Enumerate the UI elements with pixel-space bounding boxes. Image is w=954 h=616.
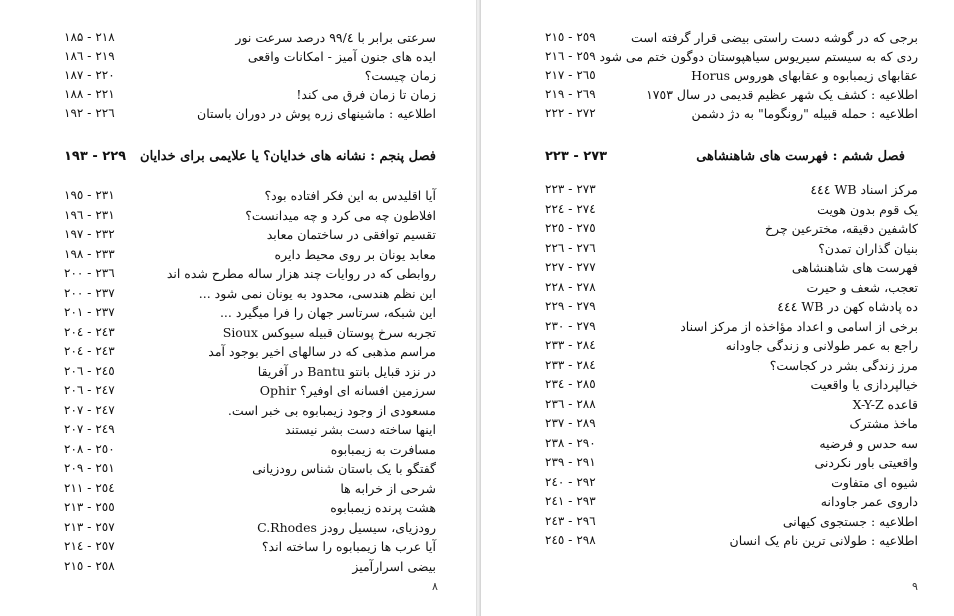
entry-pages: ۲۷۹ - ۲۲۹ bbox=[545, 299, 596, 313]
toc-entry bbox=[64, 66, 436, 85]
entry-pages: ۲۸۸ - ۲۳٦ bbox=[545, 396, 596, 411]
entry-title: مسافرت به زیمبابوه bbox=[330, 441, 436, 457]
entry-title: معابد یونان بر روی محیط دایره bbox=[274, 246, 436, 262]
entry-title: آیا اقلیدس به این فکر افتاده بود؟ bbox=[264, 188, 436, 203]
entry-pages: ۲۸٤ - ۲۳۳ bbox=[545, 338, 596, 352]
toc-entry bbox=[545, 258, 918, 277]
chapter-pages: ۲۷۳ - ۲۲۳ bbox=[545, 149, 608, 164]
toc-entry bbox=[545, 356, 918, 375]
toc-entry bbox=[64, 284, 436, 303]
toc-entry bbox=[64, 245, 436, 264]
entry-title: برجی که در گوشه دست راستی بیضی قرار گرفته است bbox=[630, 30, 918, 45]
entry-pages: ۲٥۹ - ۲۱٥ bbox=[545, 30, 596, 44]
entry-pages: ۲۹۸ - ۲٤٥ bbox=[545, 533, 596, 547]
toc-entry bbox=[545, 512, 918, 531]
entry-pages: ۲۷۷ - ۲۲۷ bbox=[545, 260, 596, 274]
toc-entry bbox=[64, 225, 436, 244]
entry-pages: ۲۱۸ - ۱۸۵ bbox=[64, 30, 115, 44]
entry-title: افلاطون چه می کرد و چه میدانست؟ bbox=[245, 207, 436, 223]
entry-pages: ۲۷٦ - ۲۲٦ bbox=[545, 240, 596, 255]
entry-title: در نزد قبایل بانتو Bantu در آفریقا bbox=[257, 363, 436, 379]
chapter-title: فصل پنجم : نشانه های خدایان؟ یا علایمی برای خدایان bbox=[140, 149, 436, 164]
entry-title: اینها ساخته دست بشر نیستند bbox=[284, 422, 436, 437]
entry-pages: ۲۷۸ - ۲۲۸ bbox=[545, 279, 596, 294]
entry-title: شیوه ای متفاوت bbox=[831, 474, 918, 490]
entry-title: روابطی که در روایات چند هزار ساله مطرح شده اند bbox=[166, 266, 436, 281]
toc-entry bbox=[545, 317, 918, 336]
toc-entry bbox=[545, 28, 918, 47]
entry-pages: ۲٥۹ - ۲۱٦ bbox=[545, 49, 596, 63]
entry-title: سه حدس و فرضیه bbox=[819, 435, 918, 451]
entry-title: هشت پرنده زیمبابوه bbox=[330, 500, 436, 515]
entry-pages: ۲۸٤ - ۲۳۳ bbox=[545, 357, 596, 372]
page-number: ۹ bbox=[912, 580, 918, 593]
entry-title: این شبکه، سرتاسر جهان را فرا میگیرد ... bbox=[219, 305, 436, 320]
entry-pages: ۲۷۲ - ۲۲۲ bbox=[545, 106, 596, 120]
toc-entry bbox=[64, 459, 436, 478]
entry-pages: ۲۲۱ - ۱۸۸ bbox=[64, 87, 115, 101]
entry-title: مرکز اسناد WB ٤٤٤ bbox=[810, 182, 918, 197]
entry-pages: ۲۳۷ - ۲۰۰ bbox=[64, 285, 115, 300]
entry-pages: ۲٥۰ - ۲۰۸ bbox=[64, 441, 115, 456]
toc-entry bbox=[545, 531, 918, 550]
entry-pages: ۲۳۲ - ۱۹۷ bbox=[64, 227, 115, 241]
entry-title: اطلاعیه : طولانی ترین نام یک انسان bbox=[729, 533, 918, 548]
entry-title: فهرست های شاهنشاهی bbox=[791, 260, 918, 275]
entry-title: ماخذ مشترک bbox=[849, 416, 918, 431]
toc-entry bbox=[64, 323, 436, 342]
entry-title: یک قوم بدون هویت bbox=[817, 201, 918, 217]
entry-title: مرز زندگی بشر در کجاست؟ bbox=[769, 357, 918, 373]
entry-pages: ۲۳۷ - ۲۰۱ bbox=[64, 305, 115, 319]
entry-title: ردی که به سیستم سیریوس سیاهپوستان دوگون ختم می شود bbox=[599, 49, 918, 64]
entry-pages: ۲۲۰ - ۱۸۷ bbox=[64, 68, 115, 82]
toc-entry bbox=[545, 180, 918, 199]
entry-title: اطلاعیه : حمله قبیله "رونگوما" به دژ دشمن bbox=[691, 106, 918, 121]
entry-pages: ۲۷٤ - ۲۲٤ bbox=[545, 201, 596, 216]
toc-entry bbox=[64, 518, 436, 537]
entry-pages: ۲٥٤ - ۲۱۱ bbox=[64, 480, 115, 495]
toc-entry bbox=[64, 479, 436, 498]
entry-title: این نظم هندسی، محدود به یونان نمی شود ... bbox=[198, 285, 436, 301]
entry-pages: ۲٥٥ - ۲۱۳ bbox=[64, 500, 115, 514]
toc-entry bbox=[545, 336, 918, 355]
entry-pages: ۲٤۳ - ۲۰٤ bbox=[64, 344, 115, 358]
entry-pages: ۲۸۹ - ۲۳۷ bbox=[545, 416, 596, 430]
toc-entry bbox=[545, 200, 918, 219]
left-page bbox=[0, 0, 476, 616]
chapter-title: فصل ششم : فهرست های شاهنشاهی bbox=[696, 149, 905, 164]
toc-entry bbox=[64, 401, 436, 420]
entry-title: قاعده X-Y-Z bbox=[852, 396, 918, 412]
entry-title: اطلاعیه : جستجوی کیهانی bbox=[782, 513, 918, 529]
entry-pages: ۲۳۱ - ۱۹٥ bbox=[64, 188, 115, 202]
entry-title: ده پادشاه کهن در WB ٤٤٤ bbox=[777, 299, 918, 314]
entry-pages: ۲٤۳ - ۲۰٤ bbox=[64, 324, 115, 339]
toc-entry bbox=[64, 85, 436, 104]
entry-pages: ۲٤۷ - ۲۰٦ bbox=[64, 383, 115, 397]
entry-pages: ۲٥۸ - ۲۱٥ bbox=[64, 558, 115, 573]
entry-title: ایده های جنون آمیز - امکانات واقعی bbox=[247, 49, 436, 64]
entry-pages: ۲٤٥ - ۲۰٦ bbox=[64, 363, 115, 378]
toc-entry bbox=[64, 440, 436, 459]
entry-title: برخی از اسامی و اعداد مؤاخذه از مرکز اسناد bbox=[680, 318, 918, 334]
entry-title: رودزیای، سیسیل رودز C.Rhodes bbox=[257, 519, 436, 535]
entry-title: مسعودی از وجود زیمبابوه بی خبر است. bbox=[227, 402, 436, 418]
toc-entry bbox=[64, 206, 436, 225]
entry-title: تعجب، شعف و حیرت bbox=[806, 279, 918, 295]
toc-entry bbox=[545, 492, 918, 511]
toc-entry bbox=[545, 297, 918, 316]
entry-pages: ۲۹۳ - ۲٤۱ bbox=[545, 494, 596, 508]
toc-entry bbox=[545, 66, 918, 85]
right-page bbox=[481, 0, 954, 616]
entry-pages: ۲٥۷ - ۲۱٤ bbox=[64, 539, 115, 553]
entry-pages: ۲۹۱ - ۲۳۹ bbox=[545, 455, 596, 469]
entry-title: تجربه سرخ پوستان قبیله سیوکس Sioux bbox=[222, 324, 436, 340]
toc-entry bbox=[64, 28, 436, 47]
toc-entry bbox=[64, 557, 436, 576]
entry-pages: ۲٥۱ - ۲۰۹ bbox=[64, 461, 115, 475]
entry-title: زمان چیست؟ bbox=[364, 68, 436, 83]
toc-entry bbox=[545, 47, 918, 66]
entry-title: واقعیتی باور نکردنی bbox=[814, 455, 918, 470]
page-number: ۸ bbox=[432, 580, 438, 593]
entry-pages: ۲۹۰ - ۲۳۸ bbox=[545, 435, 596, 450]
toc-entry bbox=[545, 278, 918, 297]
entry-title: تقسیم توافقی در ساختمان معابد bbox=[266, 227, 436, 242]
toc-entry bbox=[545, 104, 918, 123]
toc-entry bbox=[64, 303, 436, 322]
toc-entry bbox=[545, 473, 918, 492]
toc-entry bbox=[64, 498, 436, 517]
entry-title: مراسم مذهبی که در سالهای اخیر بوجود آمد bbox=[208, 344, 436, 359]
entry-pages: ۲۸٥ - ۲۳٤ bbox=[545, 377, 596, 391]
entry-title: اطلاعیه : ماشینهای زره پوش در دوران باستان bbox=[197, 106, 436, 121]
entry-title: سرعتی برابر با ۹۹/٤ درصد سرعت نور bbox=[235, 30, 436, 45]
entry-pages: ۲٦٥ - ۲۱۷ bbox=[545, 68, 596, 82]
entry-title: آیا عرب ها زیمبابوه را ساخته اند؟ bbox=[261, 539, 436, 554]
entry-pages: ۲۳۱ - ۱۹٦ bbox=[64, 207, 115, 222]
toc-entry bbox=[64, 186, 436, 205]
entry-pages: ۲۷۹ - ۲۳۰ bbox=[545, 318, 596, 333]
entry-title: بنیان گذاران تمدن؟ bbox=[818, 240, 918, 256]
entry-title: زمان تا زمان فرق می کند! bbox=[296, 87, 436, 102]
entry-pages: ۲۹۲ - ۲٤۰ bbox=[545, 474, 596, 489]
entry-title: اطلاعیه : کشف یک شهر عظیم قدیمی در سال ۱۷٥۳ bbox=[646, 87, 918, 102]
entry-pages: ۲۲٦ - ۱۹۲ bbox=[64, 106, 115, 120]
toc-entry bbox=[545, 375, 918, 394]
toc-entry bbox=[64, 47, 436, 66]
entry-pages: ۲۹٦ - ۲٤۳ bbox=[545, 513, 596, 528]
toc-entry bbox=[545, 395, 918, 414]
toc-entry bbox=[64, 537, 436, 556]
entry-pages: ۲۷٥ - ۲۲٥ bbox=[545, 221, 596, 235]
toc-entry bbox=[545, 434, 918, 453]
toc-entry bbox=[64, 342, 436, 361]
toc-entry bbox=[64, 362, 436, 381]
entry-pages: ۲٥۷ - ۲۱۳ bbox=[64, 519, 115, 534]
entry-title: راجع به عمر طولانی و زندگی جاودانه bbox=[725, 338, 918, 353]
entry-title: سرزمین افسانه ای اوفیر؟ Ophir bbox=[259, 383, 436, 398]
chapter-heading bbox=[545, 146, 905, 168]
toc-entry bbox=[545, 219, 918, 238]
entry-pages: ۲٤۷ - ۲۰۷ bbox=[64, 402, 115, 417]
entry-pages: ۲۳۳ - ۱۹۸ bbox=[64, 246, 115, 261]
entry-title: شرحی از خرابه ها bbox=[340, 480, 436, 496]
toc-entry bbox=[64, 264, 436, 283]
entry-title: بیضی اسرارآمیز bbox=[352, 558, 436, 574]
toc-entry bbox=[64, 420, 436, 439]
chapter-pages: ۲۲۹ - ۱۹۳ bbox=[64, 149, 127, 164]
entry-pages: ۲۷۳ - ۲۲۳ bbox=[545, 182, 596, 196]
toc-entry bbox=[64, 104, 436, 123]
entry-pages: ۲٤۹ - ۲۰۷ bbox=[64, 422, 115, 436]
entry-title: داروی عمر جاودانه bbox=[820, 494, 918, 509]
chapter-heading bbox=[64, 146, 436, 168]
entry-title: کاشفین دقیقه، مخترعین چرخ bbox=[764, 221, 918, 236]
toc-entry bbox=[545, 414, 918, 433]
toc-entry bbox=[64, 381, 436, 400]
entry-pages: ۲۱۹ - ۱۸٦ bbox=[64, 49, 115, 63]
entry-title: عقابهای زیمبابوه و عقابهای هوروس Horus bbox=[691, 68, 918, 83]
entry-pages: ۲۳٦ - ۲۰۰ bbox=[64, 266, 115, 280]
entry-pages: ۲٦۹ - ۲۱۹ bbox=[545, 87, 596, 101]
toc-entry bbox=[545, 239, 918, 258]
toc-entry bbox=[545, 453, 918, 472]
toc-entry bbox=[545, 85, 918, 104]
entry-title: گفتگو با یک باستان شناس رودزیانی bbox=[252, 461, 436, 476]
entry-title: خیالپردازی یا واقعیت bbox=[810, 377, 918, 392]
